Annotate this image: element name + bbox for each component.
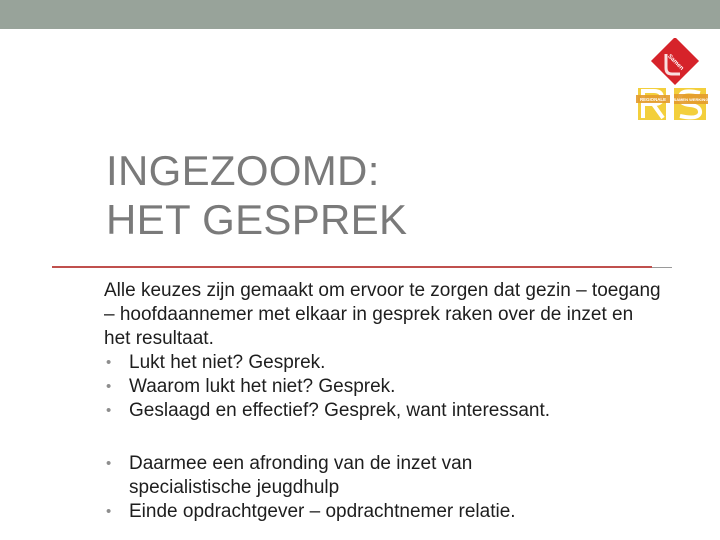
- bullet-list-2: [104, 452, 664, 524]
- slide-title-line1: INGEZOOMD:: [106, 147, 380, 194]
- bullet-icon: •: [106, 354, 112, 371]
- list-item: [104, 452, 664, 500]
- bullet-icon: •: [106, 402, 112, 419]
- list-item-text: Waarom lukt het niet? Gesprek.: [129, 376, 396, 397]
- bullet-icon: •: [106, 503, 112, 520]
- intro-paragraph: Alle keuzes zijn gemaakt om ervoor te zorgen dat gezin – toegang – hoofdaannemer met elkaar in gesprek raken over de inzet en het resultaat.: [104, 280, 661, 349]
- list-item-text: Daarmee een afronding van de inzet van: [129, 453, 473, 474]
- logo-letter-r: [638, 88, 666, 120]
- logo-label-right: SAMEN WERKING: [673, 97, 708, 102]
- logo-label-left: REGIONALE: [639, 97, 667, 102]
- list-item: [104, 375, 664, 399]
- list-item: [104, 399, 664, 423]
- top-bar: [0, 0, 720, 29]
- list-item: [104, 500, 664, 524]
- title-divider: [52, 266, 652, 268]
- list-item-text: Geslaagd en effectief? Gesprek, want interessant.: [129, 400, 551, 421]
- bullet-icon: •: [106, 378, 112, 395]
- list-item: [104, 351, 664, 375]
- list-item-text: Einde opdrachtgever – opdrachtnemer relatie.: [129, 501, 516, 522]
- slide-body: [104, 279, 664, 524]
- list-item-text-cont: specialistische jeugdhulp: [129, 477, 340, 498]
- logo-badge-text: Samen: [666, 53, 685, 72]
- slide-title: [106, 146, 407, 244]
- regional-logo: [636, 38, 708, 122]
- list-item-text: Lukt het niet? Gesprek.: [129, 352, 326, 373]
- slide-title-line2: HET GESPREK: [106, 196, 408, 243]
- logo-red-badge: [651, 38, 699, 85]
- bullet-icon: •: [106, 455, 112, 472]
- bullet-list-1: [104, 351, 664, 423]
- title-divider-tail: [652, 267, 672, 268]
